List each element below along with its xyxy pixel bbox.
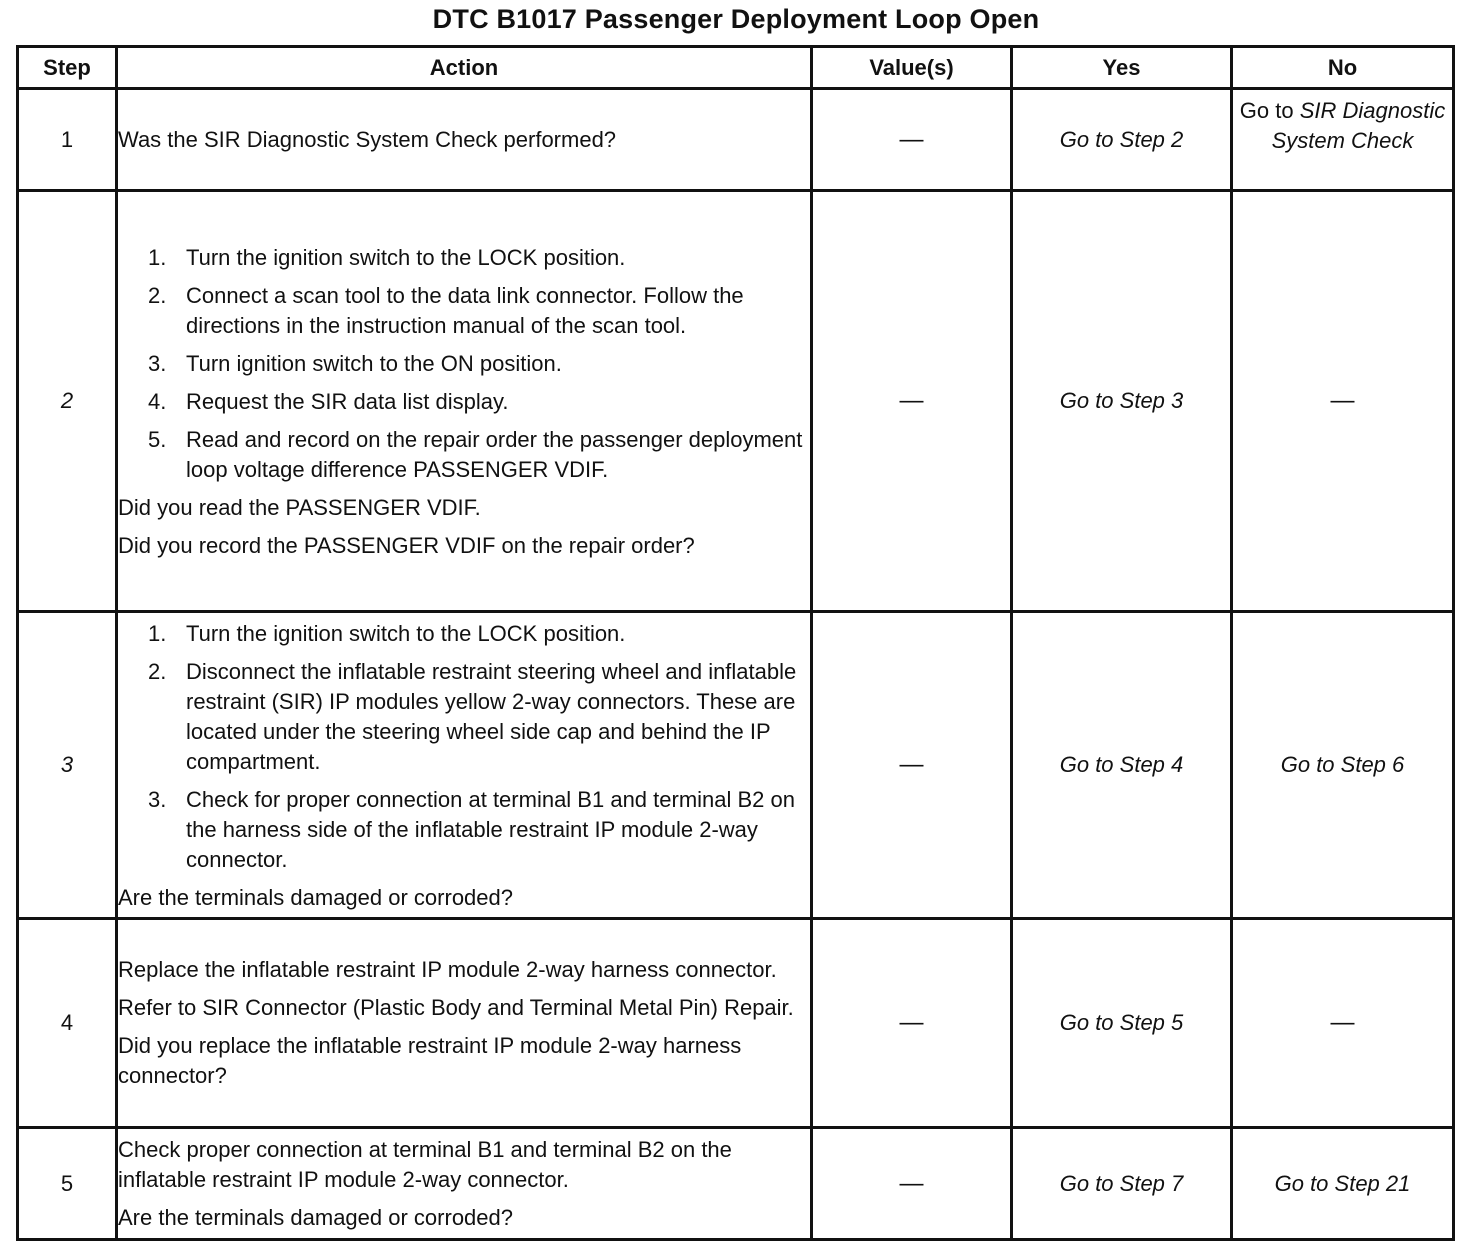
no-cell: — xyxy=(1232,919,1454,1128)
list-item: 2. Connect a scan tool to the data link connector. Follow the directions in the instruction manual of the scan tool. xyxy=(148,283,744,338)
header-no: No xyxy=(1232,47,1454,89)
header-values: Value(s) xyxy=(812,47,1012,89)
table-row xyxy=(18,612,1454,919)
value-cell: — xyxy=(812,612,1012,919)
action-steps xyxy=(118,243,810,485)
action-steps xyxy=(118,619,810,875)
value-cell: — xyxy=(812,89,1012,191)
list-item: 1. Turn the ignition switch to the LOCK position. xyxy=(148,245,626,270)
action-question: Did you record the PASSENGER VDIF on the repair order? xyxy=(118,533,695,558)
value-cell: — xyxy=(812,919,1012,1128)
yes-cell: Go to Step 7 xyxy=(1012,1128,1232,1240)
step-number: 3 xyxy=(18,612,117,919)
action-text: Refer to SIR Connector (Plastic Body and Terminal Metal Pin) Repair. xyxy=(118,995,794,1020)
action-question: Are the terminals damaged or corroded? xyxy=(118,1204,513,1230)
action-question: Did you replace the inflatable restraint IP module 2-way harness connector? xyxy=(118,1033,742,1088)
action-cell xyxy=(117,89,812,191)
no-cell: — xyxy=(1232,191,1454,612)
table-row xyxy=(18,919,1454,1128)
no-prefix: Go to xyxy=(1239,98,1294,123)
header-action: Action xyxy=(117,47,812,89)
action-question: Are the terminals damaged or corroded? xyxy=(118,885,513,910)
action-text: Was the SIR Diagnostic System Check performed? xyxy=(118,126,617,152)
action-text: Check proper connection at terminal B1 and terminal B2 on the inflatable restraint IP module 2-way connector. xyxy=(118,1136,732,1192)
no-cell: Go to Step 21 xyxy=(1232,1128,1454,1240)
list-item: 4. Request the SIR data list display. xyxy=(148,389,509,414)
step-number: 2 xyxy=(18,191,117,612)
step-number: 4 xyxy=(18,919,117,1128)
yes-cell: Go to Step 2 xyxy=(1012,89,1232,191)
action-cell xyxy=(117,612,812,919)
step-number: 5 xyxy=(18,1128,117,1240)
header-yes: Yes xyxy=(1012,47,1232,89)
value-cell: — xyxy=(812,191,1012,612)
no-reference: SIR Diagnostic System Check xyxy=(1271,98,1446,153)
list-item: 2. Disconnect the inflatable restraint steering wheel and inflatable restraint (SIR) IP modules yellow 2-way connectors. These are located under the steering wheel side cap and behind the IP compartment. xyxy=(148,659,797,774)
step-number: 1 xyxy=(18,89,117,191)
yes-cell: Go to Step 5 xyxy=(1012,919,1232,1128)
action-cell xyxy=(117,919,812,1128)
action-cell xyxy=(117,1128,812,1240)
page-title: DTC B1017 Passenger Deployment Loop Open xyxy=(432,4,1040,34)
action-text: Did you read the PASSENGER VDIF. xyxy=(118,495,481,520)
no-cell xyxy=(1232,89,1454,191)
list-item: 3. Turn ignition switch to the ON position. xyxy=(148,351,562,376)
value-cell: — xyxy=(812,1128,1012,1240)
table-row xyxy=(18,1128,1454,1240)
diagnostic-table xyxy=(16,45,1455,1241)
action-text: Replace the inflatable restraint IP module 2-way harness connector. xyxy=(118,957,777,982)
table-row xyxy=(18,191,1454,612)
no-cell: Go to Step 6 xyxy=(1232,612,1454,919)
table-row xyxy=(18,89,1454,191)
yes-cell: Go to Step 3 xyxy=(1012,191,1232,612)
yes-cell: Go to Step 4 xyxy=(1012,612,1232,919)
header-row xyxy=(18,47,1454,89)
list-item: 3. Check for proper connection at terminal B1 and terminal B2 on the harness side of the inflatable restraint IP module 2-way connector. xyxy=(148,787,795,872)
header-step: Step xyxy=(18,47,117,89)
list-item: 1. Turn the ignition switch to the LOCK position. xyxy=(148,621,626,646)
list-item: 5. Read and record on the repair order the passenger deployment loop voltage difference PASSENGER VDIF. xyxy=(148,427,803,482)
action-cell xyxy=(117,191,812,612)
